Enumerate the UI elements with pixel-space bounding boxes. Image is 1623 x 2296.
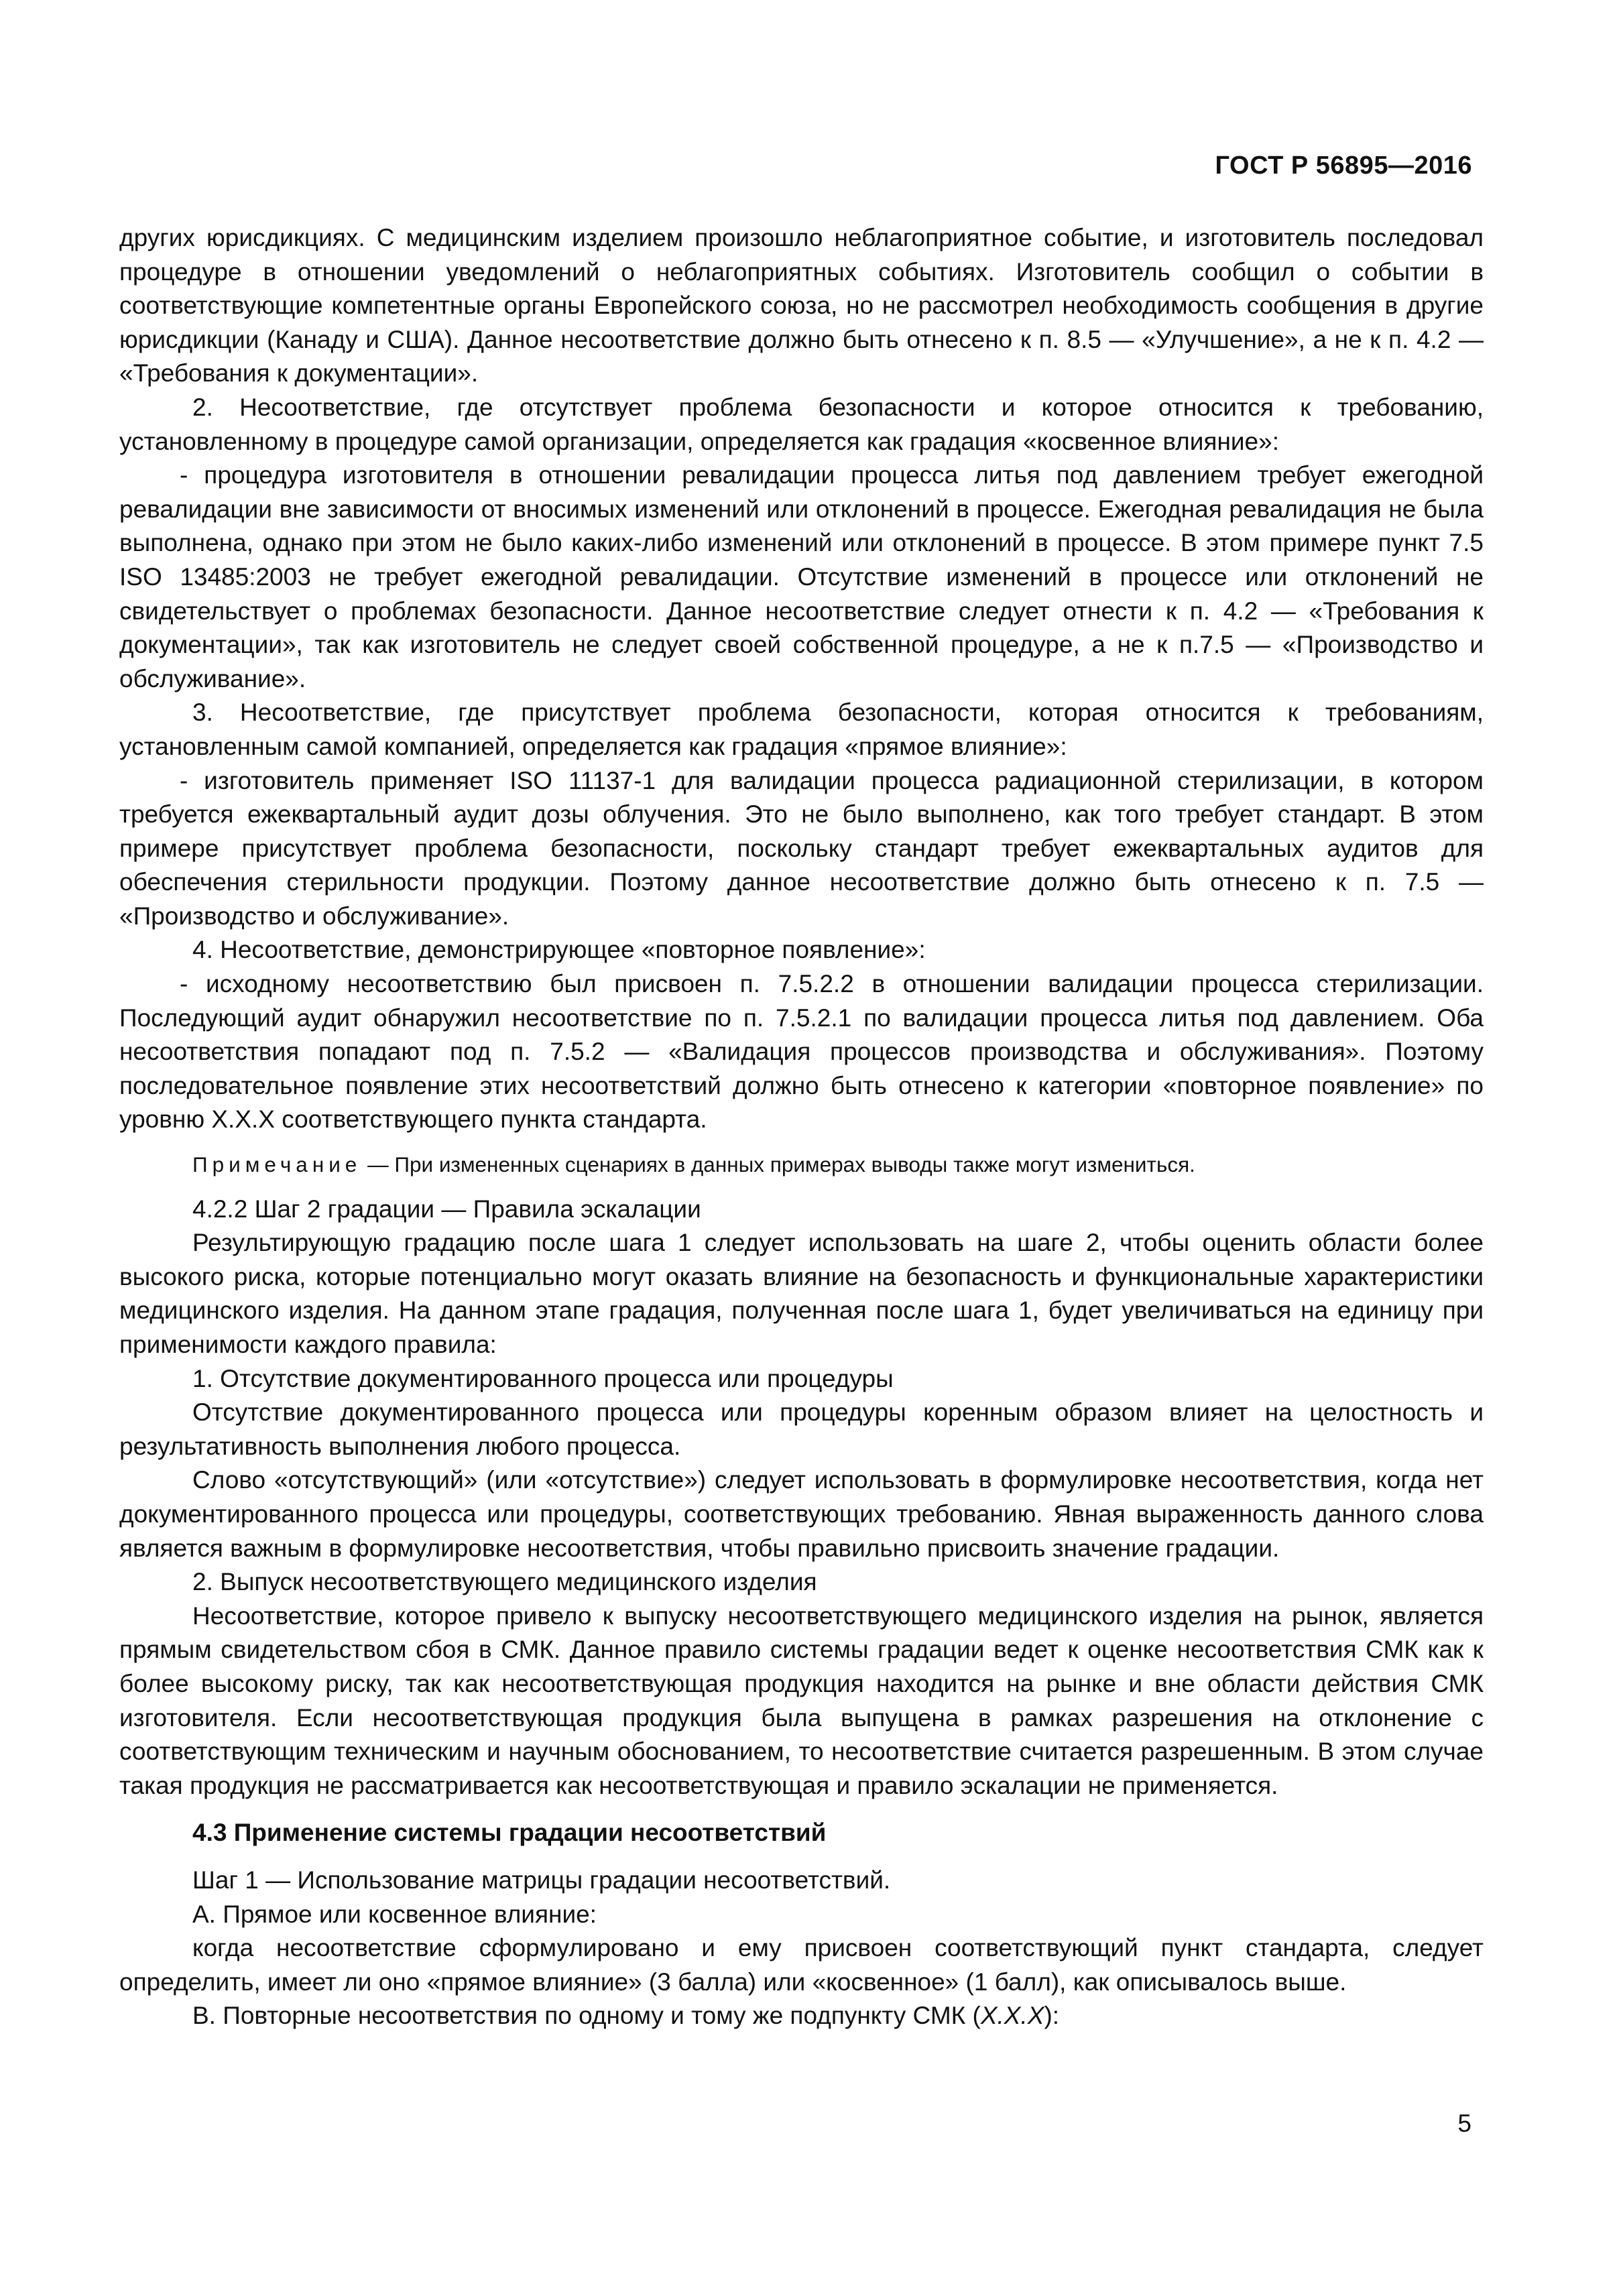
note-text: — При измененных сценариях в данных примерах выводы также могут измениться.: [361, 1152, 1195, 1177]
rule-2-text: Несоответствие, которое привело к выпуску несоответствующего медицинского изделия на рынок, является прямым свидетельством сбоя в СМК. Данное правило системы градации ведет к оценке несоответствия СМК как к более высокому риску, так как несоответствующая продукция находится на рынке и вне области действия СМК изготовителя. Если несоответствующая продукция была выпущена в рамках разрешения на отклонение с соответствующим техническим и научным обоснованием, то несоответствие считается разрешенным. В этом случае такая продукция не рассматривается как несоответствующая и правило эскалации не применяется.: [119, 1602, 1484, 1799]
paragraph-example-4: - исходному несоответствию был присвоен п. 7.5.2.2 в отношении валидации процесса стерилизации. Последующий аудит обнаружил несоответствие по п. 7.5.2.1 по валидации процесса литья под давлением. Оба несоответствия попадают под п. 7.5.2 — «Валидация процессов производства и обслуживания». Поэтому последовательное появление этих несоответствий должно быть отнесено к категории «повторное появление» по уровню Х.Х.Х соответствующего пункта стандарта.: [119, 970, 1484, 1134]
page-number: 5: [1457, 2110, 1471, 2137]
rule-2-heading: 2. Выпуск несоответствующего медицинского изделия: [192, 1568, 817, 1596]
section-heading-4-3: 4.3 Применение системы градации несоответствий: [192, 1819, 827, 1847]
item-b-suffix: ):: [1044, 2002, 1060, 2030]
document-body: [119, 221, 1484, 2033]
paragraph-item-4: 4. Несоответствие, демонстрирующее «повторное появление»:: [192, 936, 926, 964]
item-a-heading: А. Прямое или косвенное влияние:: [192, 1900, 597, 1928]
rule-1-text: Отсутствие документированного процесса или процедуры коренным образом влияет на целостность и результативность выполнения любого процесса.: [119, 1398, 1484, 1460]
paragraph-item-3: 3. Несоответствие, где присутствует проблема безопасности, которая относится к требованиям, установленным самой компанией, определяется как градация «прямое влияние»:: [119, 699, 1484, 760]
note: [119, 1148, 1484, 1182]
paragraph-step-2: Результирующую градацию после шага 1 следует использовать на шаге 2, чтобы оценить области более высокого риска, которые потенциально могут оказать влияние на безопасность и функциональные характеристики медицинского изделия. На данном этапе градация, полученная после шага 1, будет увеличиваться на единицу при применимости каждого правила:: [119, 1229, 1484, 1358]
paragraph-example-3: - изготовитель применяет ISO 11137-1 для валидации процесса радиационной стерилизации, в котором требуется ежеквартальный аудит дозы облучения. Это не было выполнено, как того требует стандарт. В этом примере присутствует проблема безопасности, поскольку стандарт требует ежеквартальных аудитов для обеспечения стерильности продукции. Поэтому данное несоответствие должно быть отнесено к п. 7.5 — «Производство и обслуживание».: [119, 766, 1484, 930]
rule-1-heading: 1. Отсутствие документированного процесса или процедуры: [192, 1364, 894, 1392]
item-b-italic: Х.Х.Х: [980, 2002, 1044, 2030]
item-b-prefix: В. Повторные несоответствия по одному и тому же подпункту СМК (: [192, 2002, 981, 2030]
item-b-heading: [119, 1999, 1484, 2033]
rule-1-wording: Слово «отсутствующий» (или «отсутствие») следует использовать в формулировке несоответствия, когда нет документированного процесса или процедуры, соответствующих требованию. Явная выраженность данного слова является важным в формулировке несоответствия, чтобы правильно присвоить значение градации.: [119, 1466, 1484, 1562]
step-1-line: Шаг 1 — Использование матрицы градации несоответствий.: [192, 1866, 891, 1894]
document-code-header: ГОСТ Р 56895—2016: [1215, 152, 1472, 180]
note-label: Примечание: [192, 1152, 362, 1177]
subsection-heading-4-2-2: 4.2.2 Шаг 2 градации — Правила эскалации: [192, 1195, 701, 1223]
paragraph-continuation: других юрисдикциях. С медицинским изделием произошло неблагоприятное событие, и изготовитель последовал процедуре в отношении уведомлений о неблагоприятных событиях. Изготовитель сообщил о событии в соответствующие компетентные органы Европейского союза, но не рассмотрел необходимость сообщения в другие юрисдикции (Канаду и США). Данное несоответствие должно быть отнесено к п. 8.5 — «Улучшение», а не к п. 4.2 — «Требования к документации».: [119, 224, 1484, 387]
paragraph-item-2: 2. Несоответствие, где отсутствует проблема безопасности и которое относится к требованию, установленному в процедуре самой организации, определяется как градация «косвенное влияние»:: [119, 393, 1484, 455]
paragraph-example-2: - процедура изготовителя в отношении ревалидации процесса литья под давлением требует ежегодной ревалидации вне зависимости от вносимых изменений или отклонений в процессе. Ежегодная ревалидация не была выполнена, однако при этом не было каких-либо изменений или отклонений в процессе. В этом примере пункт 7.5 ISO 13485:2003 не требует ежегодной ревалидации. Отсутствие изменений в процессе или отклонений не свидетельствует о проблемах безопасности. Данное несоответствие следует отнести к п. 4.2 — «Требования к документации», так как изготовитель не следует своей собственной процедуре, а не к п.7.5 — «Производство и обслуживание».: [119, 461, 1484, 692]
item-a-text: когда несоответствие сформулировано и ему присвоен соответствующий пункт стандарта, следует определить, имеет ли оно «прямое влияние» (3 балла) или «косвенное» (1 балл), как описывалось выше.: [119, 1934, 1484, 1996]
